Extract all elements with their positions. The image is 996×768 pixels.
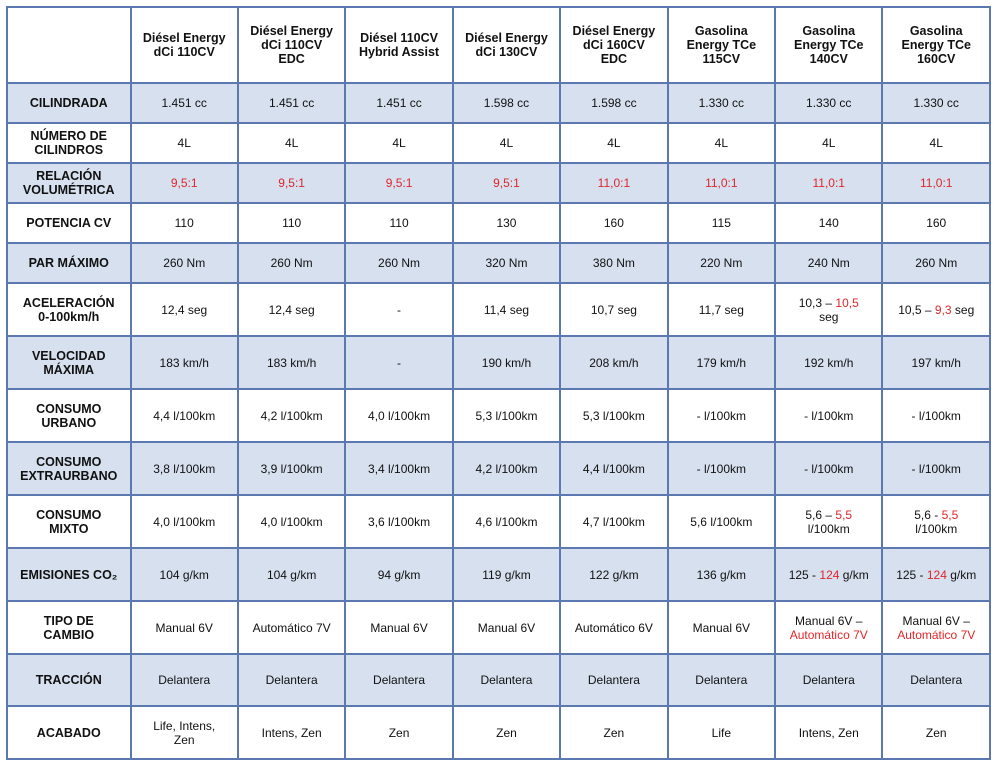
table-row xyxy=(7,706,990,759)
table-cell xyxy=(668,601,775,654)
row-label: VELOCIDAD MÁXIMA xyxy=(7,336,131,389)
cell-value: 11,7 seg xyxy=(698,302,744,317)
table-cell xyxy=(453,654,560,706)
cell-value: 125 - xyxy=(788,567,820,582)
cell-value: g/km xyxy=(839,567,869,582)
table-cell xyxy=(560,336,667,389)
table-cell xyxy=(775,83,882,123)
cell-value: 183 km/h xyxy=(159,355,209,370)
table-cell xyxy=(775,495,882,548)
cell-value: 5,6 – xyxy=(805,507,836,522)
table-cell xyxy=(668,442,775,495)
table-cell xyxy=(560,389,667,442)
table-cell xyxy=(453,203,560,243)
table-cell xyxy=(131,706,238,759)
cell-value: Zen xyxy=(603,725,625,740)
cell-value: 110 xyxy=(389,216,409,230)
cell-value: Delantera xyxy=(265,673,318,687)
cell-value: 5,6 - xyxy=(914,507,942,522)
cell-value: 125 - xyxy=(896,567,927,582)
table-cell xyxy=(345,163,452,203)
table-cell xyxy=(882,243,990,283)
cell-value: 119 g/km xyxy=(482,567,531,582)
table-row xyxy=(7,495,990,548)
cell-value: 1.451 cc xyxy=(268,96,315,110)
cell-value: Zen xyxy=(925,725,947,740)
table-row xyxy=(7,548,990,601)
cell-value: 1.330 cc xyxy=(698,96,744,110)
table-cell xyxy=(453,389,560,442)
column-header: Diésel Energy dCi 130CV xyxy=(453,7,560,83)
cell-value: 130 xyxy=(496,216,517,230)
cell-value: Life, Intens, Zen xyxy=(153,718,216,747)
table-cell xyxy=(131,163,238,203)
cell-value: 5,6 l/100km xyxy=(690,514,753,529)
cell-value: 260 Nm xyxy=(915,256,958,270)
table-row xyxy=(7,336,990,389)
table-cell xyxy=(560,243,667,283)
table-cell xyxy=(453,548,560,601)
cell-value: 4L xyxy=(607,136,621,150)
cell-value: - l/100km xyxy=(911,408,961,423)
table-cell xyxy=(453,83,560,123)
table-cell xyxy=(882,442,990,495)
cell-value: 320 Nm xyxy=(485,256,528,270)
table-cell xyxy=(882,548,990,601)
table-cell xyxy=(775,601,882,654)
cell-value: 1.598 cc xyxy=(483,96,530,110)
column-header: Gasolina Energy TCe 115CV xyxy=(668,7,775,83)
highlight-value: 124 xyxy=(819,567,840,582)
cell-value: 4,4 l/100km xyxy=(582,461,645,476)
column-header: Diésel Energy dCi 160CV EDC xyxy=(560,7,667,83)
cell-value: 4,0 l/100km xyxy=(153,514,216,529)
table-cell xyxy=(345,283,452,336)
cell-value: 140 xyxy=(818,216,839,230)
table-cell xyxy=(238,123,345,163)
table-cell xyxy=(345,123,452,163)
highlight-value: 11,0:1 xyxy=(597,176,631,190)
highlight-value: 5,5 xyxy=(941,507,959,522)
table-body xyxy=(7,83,990,759)
cell-value: 1.451 cc xyxy=(376,96,422,110)
table-cell xyxy=(345,548,452,601)
cell-value: - xyxy=(397,355,402,370)
table-cell xyxy=(345,336,452,389)
table-cell xyxy=(560,706,667,759)
cell-value: 10,7 seg xyxy=(590,302,637,317)
table-cell xyxy=(345,203,452,243)
highlight-value: Automático 7V xyxy=(789,627,868,642)
table-cell xyxy=(882,389,990,442)
cell-value: 4,0 l/100km xyxy=(260,514,323,529)
table-cell xyxy=(775,203,882,243)
table-cell xyxy=(238,203,345,243)
table-cell xyxy=(882,203,990,243)
table-cell xyxy=(345,389,452,442)
column-header: Gasolina Energy TCe 160CV xyxy=(882,7,990,83)
cell-value: 122 g/km xyxy=(589,567,639,582)
table-cell xyxy=(131,654,238,706)
cell-value: Delantera xyxy=(695,673,748,687)
table-cell xyxy=(560,163,667,203)
column-header: Gasolina Energy TCe 140CV xyxy=(775,7,882,83)
cell-value: 192 km/h xyxy=(804,355,854,370)
table-cell xyxy=(238,706,345,759)
cell-value: 5,3 l/100km xyxy=(582,408,645,423)
table-row xyxy=(7,442,990,495)
cell-value: 4,6 l/100km xyxy=(475,514,538,529)
cell-value: 1.598 cc xyxy=(591,96,637,110)
table-cell xyxy=(775,243,882,283)
cell-value: 4L xyxy=(929,136,943,150)
highlight-value: 10,5 xyxy=(835,295,859,310)
table-cell xyxy=(668,163,775,203)
cell-value: 12,4 seg xyxy=(268,302,315,317)
table-cell xyxy=(453,123,560,163)
table-cell xyxy=(882,283,990,336)
table-cell xyxy=(775,163,882,203)
cell-value: 5,3 l/100km xyxy=(475,408,538,423)
table-row xyxy=(7,601,990,654)
cell-value: seg xyxy=(819,309,839,324)
row-label: NÚMERO DE CILINDROS xyxy=(7,123,131,163)
table-cell xyxy=(131,283,238,336)
cell-value: Zen xyxy=(388,725,410,740)
highlight-value: 9,5:1 xyxy=(170,176,198,190)
table-cell xyxy=(775,283,882,336)
cell-value: g/km xyxy=(946,567,977,582)
highlight-value: 9,5:1 xyxy=(493,176,520,190)
cell-value: 160 xyxy=(603,216,624,230)
row-label: CONSUMO URBANO xyxy=(7,389,131,442)
cell-value: 4L xyxy=(714,136,728,150)
table-cell xyxy=(453,495,560,548)
table-cell xyxy=(131,83,238,123)
table-cell xyxy=(238,283,345,336)
row-label: TIPO DE CAMBIO xyxy=(7,601,131,654)
row-label: CONSUMO MIXTO xyxy=(7,495,131,548)
table-row xyxy=(7,203,990,243)
highlight-value: 9,5:1 xyxy=(385,176,413,190)
table-cell xyxy=(882,601,990,654)
cell-value: Manual 6V – xyxy=(795,613,863,628)
cell-value: 94 g/km xyxy=(377,567,421,582)
table-cell xyxy=(238,389,345,442)
cell-value: 179 km/h xyxy=(696,355,746,370)
table-cell xyxy=(775,548,882,601)
row-label: RELACIÓN VOLUMÉTRICA xyxy=(7,163,131,203)
cell-value: Automático 6V xyxy=(574,620,653,635)
row-label: ACELERACIÓN 0-100km/h xyxy=(7,283,131,336)
table-cell xyxy=(775,706,882,759)
cell-value: l/100km xyxy=(807,521,850,536)
table-row xyxy=(7,654,990,706)
highlight-value: Automático 7V xyxy=(897,627,976,642)
table-cell xyxy=(560,601,667,654)
cell-value: 3,9 l/100km xyxy=(260,461,323,476)
table-cell xyxy=(882,123,990,163)
cell-value: - l/100km xyxy=(911,461,961,476)
table-cell xyxy=(560,654,667,706)
table-cell xyxy=(560,203,667,243)
cell-value: Life xyxy=(711,725,731,740)
cell-value: 3,8 l/100km xyxy=(153,461,216,476)
table-cell xyxy=(560,442,667,495)
table-cell xyxy=(668,706,775,759)
cell-value: Intens, Zen xyxy=(798,725,859,740)
table-cell xyxy=(131,243,238,283)
row-label: CONSUMO EXTRAURBANO xyxy=(7,442,131,495)
highlight-value: 11,0:1 xyxy=(919,176,953,190)
cell-value: 190 km/h xyxy=(481,355,532,370)
table-row xyxy=(7,83,990,123)
cell-value: 4,0 l/100km xyxy=(368,408,431,423)
cell-value: Manual 6V xyxy=(692,620,750,635)
cell-value: 110 xyxy=(174,216,194,230)
cell-value: Delantera xyxy=(373,673,426,687)
cell-value: Delantera xyxy=(480,673,533,687)
cell-value: 136 g/km xyxy=(696,567,746,582)
table-cell xyxy=(131,495,238,548)
table-cell xyxy=(668,495,775,548)
table-cell xyxy=(668,83,775,123)
cell-value: 1.330 cc xyxy=(806,96,852,110)
cell-value: 240 Nm xyxy=(807,256,850,270)
cell-value: 4L xyxy=(392,136,406,150)
table-cell xyxy=(882,83,990,123)
cell-value: 3,6 l/100km xyxy=(368,514,431,529)
table-cell xyxy=(668,654,775,706)
table-cell xyxy=(345,442,452,495)
table-cell xyxy=(131,389,238,442)
cell-value: 4L xyxy=(822,136,836,150)
table-cell xyxy=(131,442,238,495)
cell-value: l/100km xyxy=(915,521,958,536)
table-cell xyxy=(238,336,345,389)
cell-value: Automático 7V xyxy=(252,620,331,635)
cell-value: 260 Nm xyxy=(270,256,313,270)
cell-value: 12,4 seg xyxy=(161,302,208,317)
table-cell xyxy=(345,495,452,548)
table-cell xyxy=(560,495,667,548)
column-header: Diésel Energy dCi 110CV xyxy=(131,7,238,83)
highlight-value: 11,0:1 xyxy=(812,176,845,190)
cell-value: - l/100km xyxy=(696,408,746,423)
row-label: PAR MÁXIMO xyxy=(7,243,131,283)
highlight-value: 124 xyxy=(926,567,947,582)
cell-value: - l/100km xyxy=(804,461,854,476)
cell-value: 110 xyxy=(282,216,302,230)
cell-value: 10,3 – xyxy=(798,295,836,310)
table-cell xyxy=(238,548,345,601)
table-cell xyxy=(882,495,990,548)
cell-value: 104 g/km xyxy=(159,567,209,582)
cell-value: 4,4 l/100km xyxy=(153,408,216,423)
cell-value: 4L xyxy=(284,136,299,150)
cell-value: 380 Nm xyxy=(592,256,635,270)
table-cell xyxy=(668,548,775,601)
table-cell xyxy=(453,601,560,654)
cell-value: 4L xyxy=(177,136,191,150)
row-label: EMISIONES CO₂ xyxy=(7,548,131,601)
cell-value: 1.330 cc xyxy=(913,96,959,110)
highlight-value: 9,5:1 xyxy=(278,176,305,190)
cell-value: 3,4 l/100km xyxy=(368,461,431,476)
column-header: Diésel 110CV Hybrid Assist xyxy=(345,7,452,83)
highlight-value: 11,0:1 xyxy=(705,176,738,190)
table-cell xyxy=(238,495,345,548)
table-cell xyxy=(345,601,452,654)
table-cell xyxy=(882,163,990,203)
cell-value: Intens, Zen xyxy=(261,725,322,740)
table-cell xyxy=(453,283,560,336)
cell-value: 10,5 – xyxy=(898,302,935,317)
table-cell xyxy=(775,442,882,495)
table-cell xyxy=(775,123,882,163)
cell-value: 4,2 l/100km xyxy=(475,461,538,476)
cell-value: 208 km/h xyxy=(589,355,639,370)
cell-value: 220 Nm xyxy=(700,256,743,270)
table-cell xyxy=(345,654,452,706)
highlight-value: 9,3 xyxy=(934,302,952,317)
table-cell xyxy=(131,203,238,243)
table-row xyxy=(7,163,990,203)
cell-value: 260 Nm xyxy=(378,256,421,270)
cell-value: 197 km/h xyxy=(911,355,961,370)
engine-spec-table xyxy=(6,6,991,760)
table-cell xyxy=(238,243,345,283)
cell-value: Delantera xyxy=(910,673,963,687)
corner-cell xyxy=(7,7,131,83)
table-cell xyxy=(238,83,345,123)
table-row xyxy=(7,243,990,283)
row-label: TRACCIÓN xyxy=(7,654,131,706)
table-cell xyxy=(882,336,990,389)
table-cell xyxy=(131,123,238,163)
table-cell xyxy=(668,283,775,336)
cell-value: 160 xyxy=(926,216,947,230)
table-cell xyxy=(560,283,667,336)
cell-value: - xyxy=(397,302,402,317)
table-cell xyxy=(775,336,882,389)
cell-value: Manual 6V xyxy=(370,620,428,635)
table-cell xyxy=(345,706,452,759)
table-cell xyxy=(453,706,560,759)
table-cell xyxy=(238,601,345,654)
table-cell xyxy=(560,83,667,123)
table-cell xyxy=(882,654,990,706)
cell-value: 260 Nm xyxy=(163,256,206,270)
table-cell xyxy=(560,548,667,601)
table-cell xyxy=(668,243,775,283)
table-cell xyxy=(668,389,775,442)
header-row xyxy=(7,7,990,83)
table-cell xyxy=(131,548,238,601)
table-cell xyxy=(345,243,452,283)
cell-value: 104 g/km xyxy=(266,567,317,582)
table-cell xyxy=(668,336,775,389)
row-label: POTENCIA CV xyxy=(7,203,131,243)
table-row xyxy=(7,389,990,442)
cell-value: 1.451 cc xyxy=(161,96,207,110)
cell-value: 115 xyxy=(711,216,731,230)
table-cell xyxy=(668,203,775,243)
highlight-value: 5,5 xyxy=(835,507,853,522)
table-cell xyxy=(453,243,560,283)
table-row xyxy=(7,123,990,163)
table-cell xyxy=(238,654,345,706)
table-cell xyxy=(668,123,775,163)
table-row xyxy=(7,283,990,336)
cell-value: Zen xyxy=(496,725,517,740)
table-cell xyxy=(453,163,560,203)
cell-value: Delantera xyxy=(802,673,855,687)
cell-value: Manual 6V xyxy=(155,620,213,635)
cell-value: - l/100km xyxy=(696,461,746,476)
cell-value: - l/100km xyxy=(804,408,854,423)
table-cell xyxy=(453,442,560,495)
cell-value: Manual 6V – xyxy=(902,613,970,628)
table-cell xyxy=(775,389,882,442)
column-header: Diésel Energy dCi 110CV EDC xyxy=(238,7,345,83)
cell-value: Manual 6V xyxy=(477,620,536,635)
table-cell xyxy=(560,123,667,163)
row-label: CILINDRADA xyxy=(7,83,131,123)
cell-value: 4,2 l/100km xyxy=(260,408,323,423)
cell-value: seg xyxy=(951,302,975,317)
table-cell xyxy=(131,601,238,654)
cell-value: 4L xyxy=(499,136,514,150)
row-label: ACABADO xyxy=(7,706,131,759)
table-cell xyxy=(453,336,560,389)
table-cell xyxy=(131,336,238,389)
cell-value: 4,7 l/100km xyxy=(582,514,645,529)
cell-value: 183 km/h xyxy=(266,355,317,370)
table-cell xyxy=(775,654,882,706)
cell-value: Delantera xyxy=(158,673,211,687)
table-cell xyxy=(238,163,345,203)
cell-value: 11,4 seg xyxy=(483,302,530,317)
table-cell xyxy=(345,83,452,123)
table-cell xyxy=(882,706,990,759)
table-cell xyxy=(238,442,345,495)
cell-value: Delantera xyxy=(587,673,640,687)
